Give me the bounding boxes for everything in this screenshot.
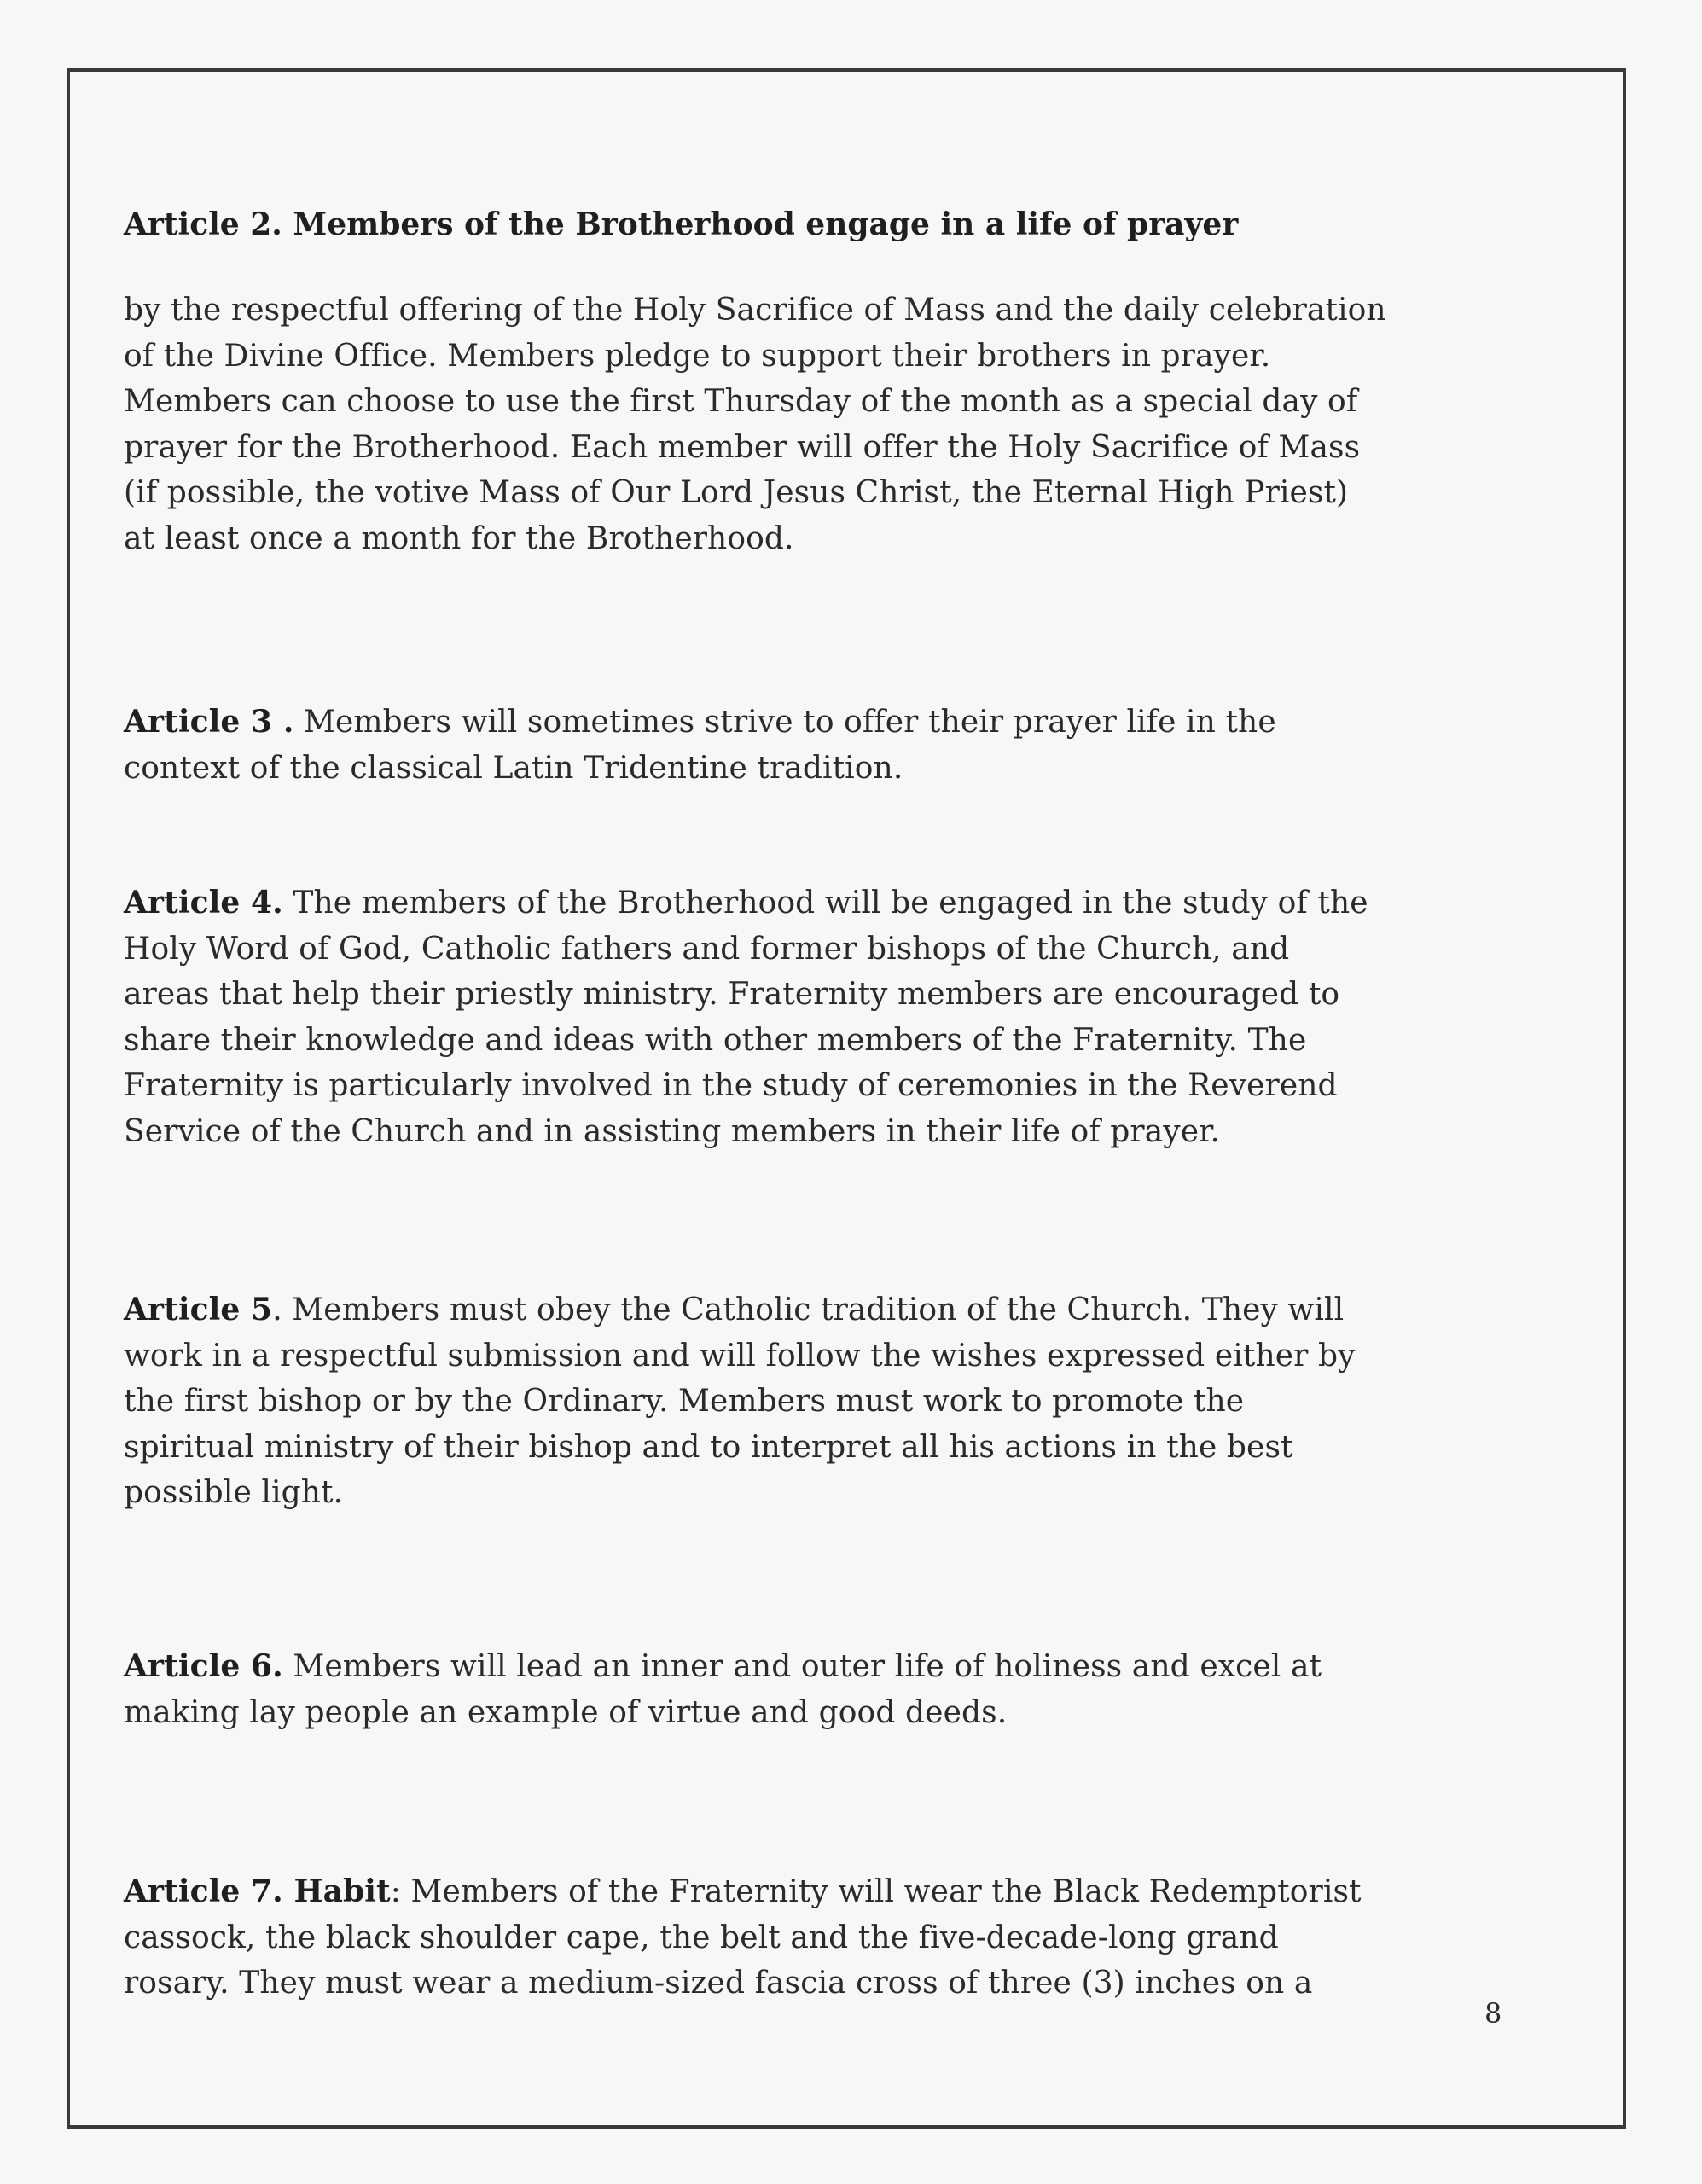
article-2-line: of the Divine Office. Members pledge to support their brothers in prayer. <box>124 338 1271 374</box>
article-7-first-line-text: : Members of the Fraternity will wear the Black Redemptorist <box>390 1874 1362 1909</box>
article-6-first-line <box>124 1644 1523 1690</box>
article-7-first-line <box>124 1869 1523 1915</box>
article-2-body <box>124 288 1523 561</box>
article-3-line: context of the classical Latin Tridentine tradition. <box>124 750 903 786</box>
article-4-line: Holy Word of God, Catholic fathers and former bishops of the Church, and <box>124 931 1290 967</box>
article-5-first-line-text: . Members must obey the Catholic tradition of the Church. They will <box>272 1292 1345 1327</box>
article-6-first-line-text: Members will lead an inner and outer life of holiness and excel at <box>282 1649 1322 1684</box>
article-4 <box>124 880 1523 1154</box>
article-2-line: by the respectful offering of the Holy Sacrifice of Mass and the daily celebration <box>124 293 1386 328</box>
article-2-line: (if possible, the votive Mass of Our Lord Jesus Christ, the Eternal High Priest) <box>124 475 1349 510</box>
article-3 <box>124 700 1523 791</box>
article-5-line: the first bishop or by the Ordinary. Members must work to promote the <box>124 1384 1245 1419</box>
article-2-line: Members can choose to use the first Thursday of the month as a special day of <box>124 384 1358 419</box>
article-4-line: share their knowledge and ideas with other members of the Fraternity. The <box>124 1022 1307 1058</box>
article-5-label: Article 5 <box>124 1292 273 1327</box>
article-4-first-line-text: The members of the Brotherhood will be engaged in the study of the <box>282 886 1368 921</box>
article-2-line: prayer for the Brotherhood. Each member will offer the Holy Sacrifice of Mass <box>124 429 1361 465</box>
article-4-label: Article 4. <box>124 885 283 921</box>
article-4-line: areas that help their priestly ministry. Fraternity members are encouraged to <box>124 977 1340 1012</box>
article-7-line: cassock, the black shoulder cape, the belt and the five-decade-long grand <box>124 1920 1279 1955</box>
article-4-line: Fraternity is particularly involved in the study of ceremonies in the Reverend <box>124 1068 1338 1103</box>
article-3-label: Article 3 . <box>124 704 294 740</box>
article-2-line: at least once a month for the Brotherhood. <box>124 520 794 556</box>
article-6 <box>124 1644 1523 1735</box>
article-7-line: rosary. They must wear a medium-sized fascia cross of three (3) inches on a <box>124 1966 1313 2001</box>
article-5-first-line <box>124 1287 1523 1333</box>
article-5-line: work in a respectful submission and will follow the wishes expressed either by <box>124 1338 1356 1374</box>
article-3-first-line-text: Members will sometimes strive to offer their prayer life in the <box>293 705 1276 740</box>
article-2-heading: Article 2. Members of the Brotherhood engage in a life of prayer <box>124 206 1239 242</box>
article-4-line: Service of the Church and in assisting members in their life of prayer. <box>124 1113 1221 1149</box>
article-5 <box>124 1287 1523 1516</box>
article-5-line: spiritual ministry of their bishop and to interpret all his actions in the best <box>124 1429 1293 1465</box>
article-4-first-line <box>124 880 1523 926</box>
article-6-label: Article 6. <box>124 1648 283 1684</box>
page-number: 8 <box>1484 1997 1502 2030</box>
article-3-first-line <box>124 700 1523 746</box>
article-7-label: Article 7. Habit <box>124 1873 391 1909</box>
article-5-line: possible light. <box>124 1475 344 1510</box>
article-7 <box>124 1869 1523 2007</box>
article-6-line: making lay people an example of virtue and good deeds. <box>124 1694 1008 1730</box>
